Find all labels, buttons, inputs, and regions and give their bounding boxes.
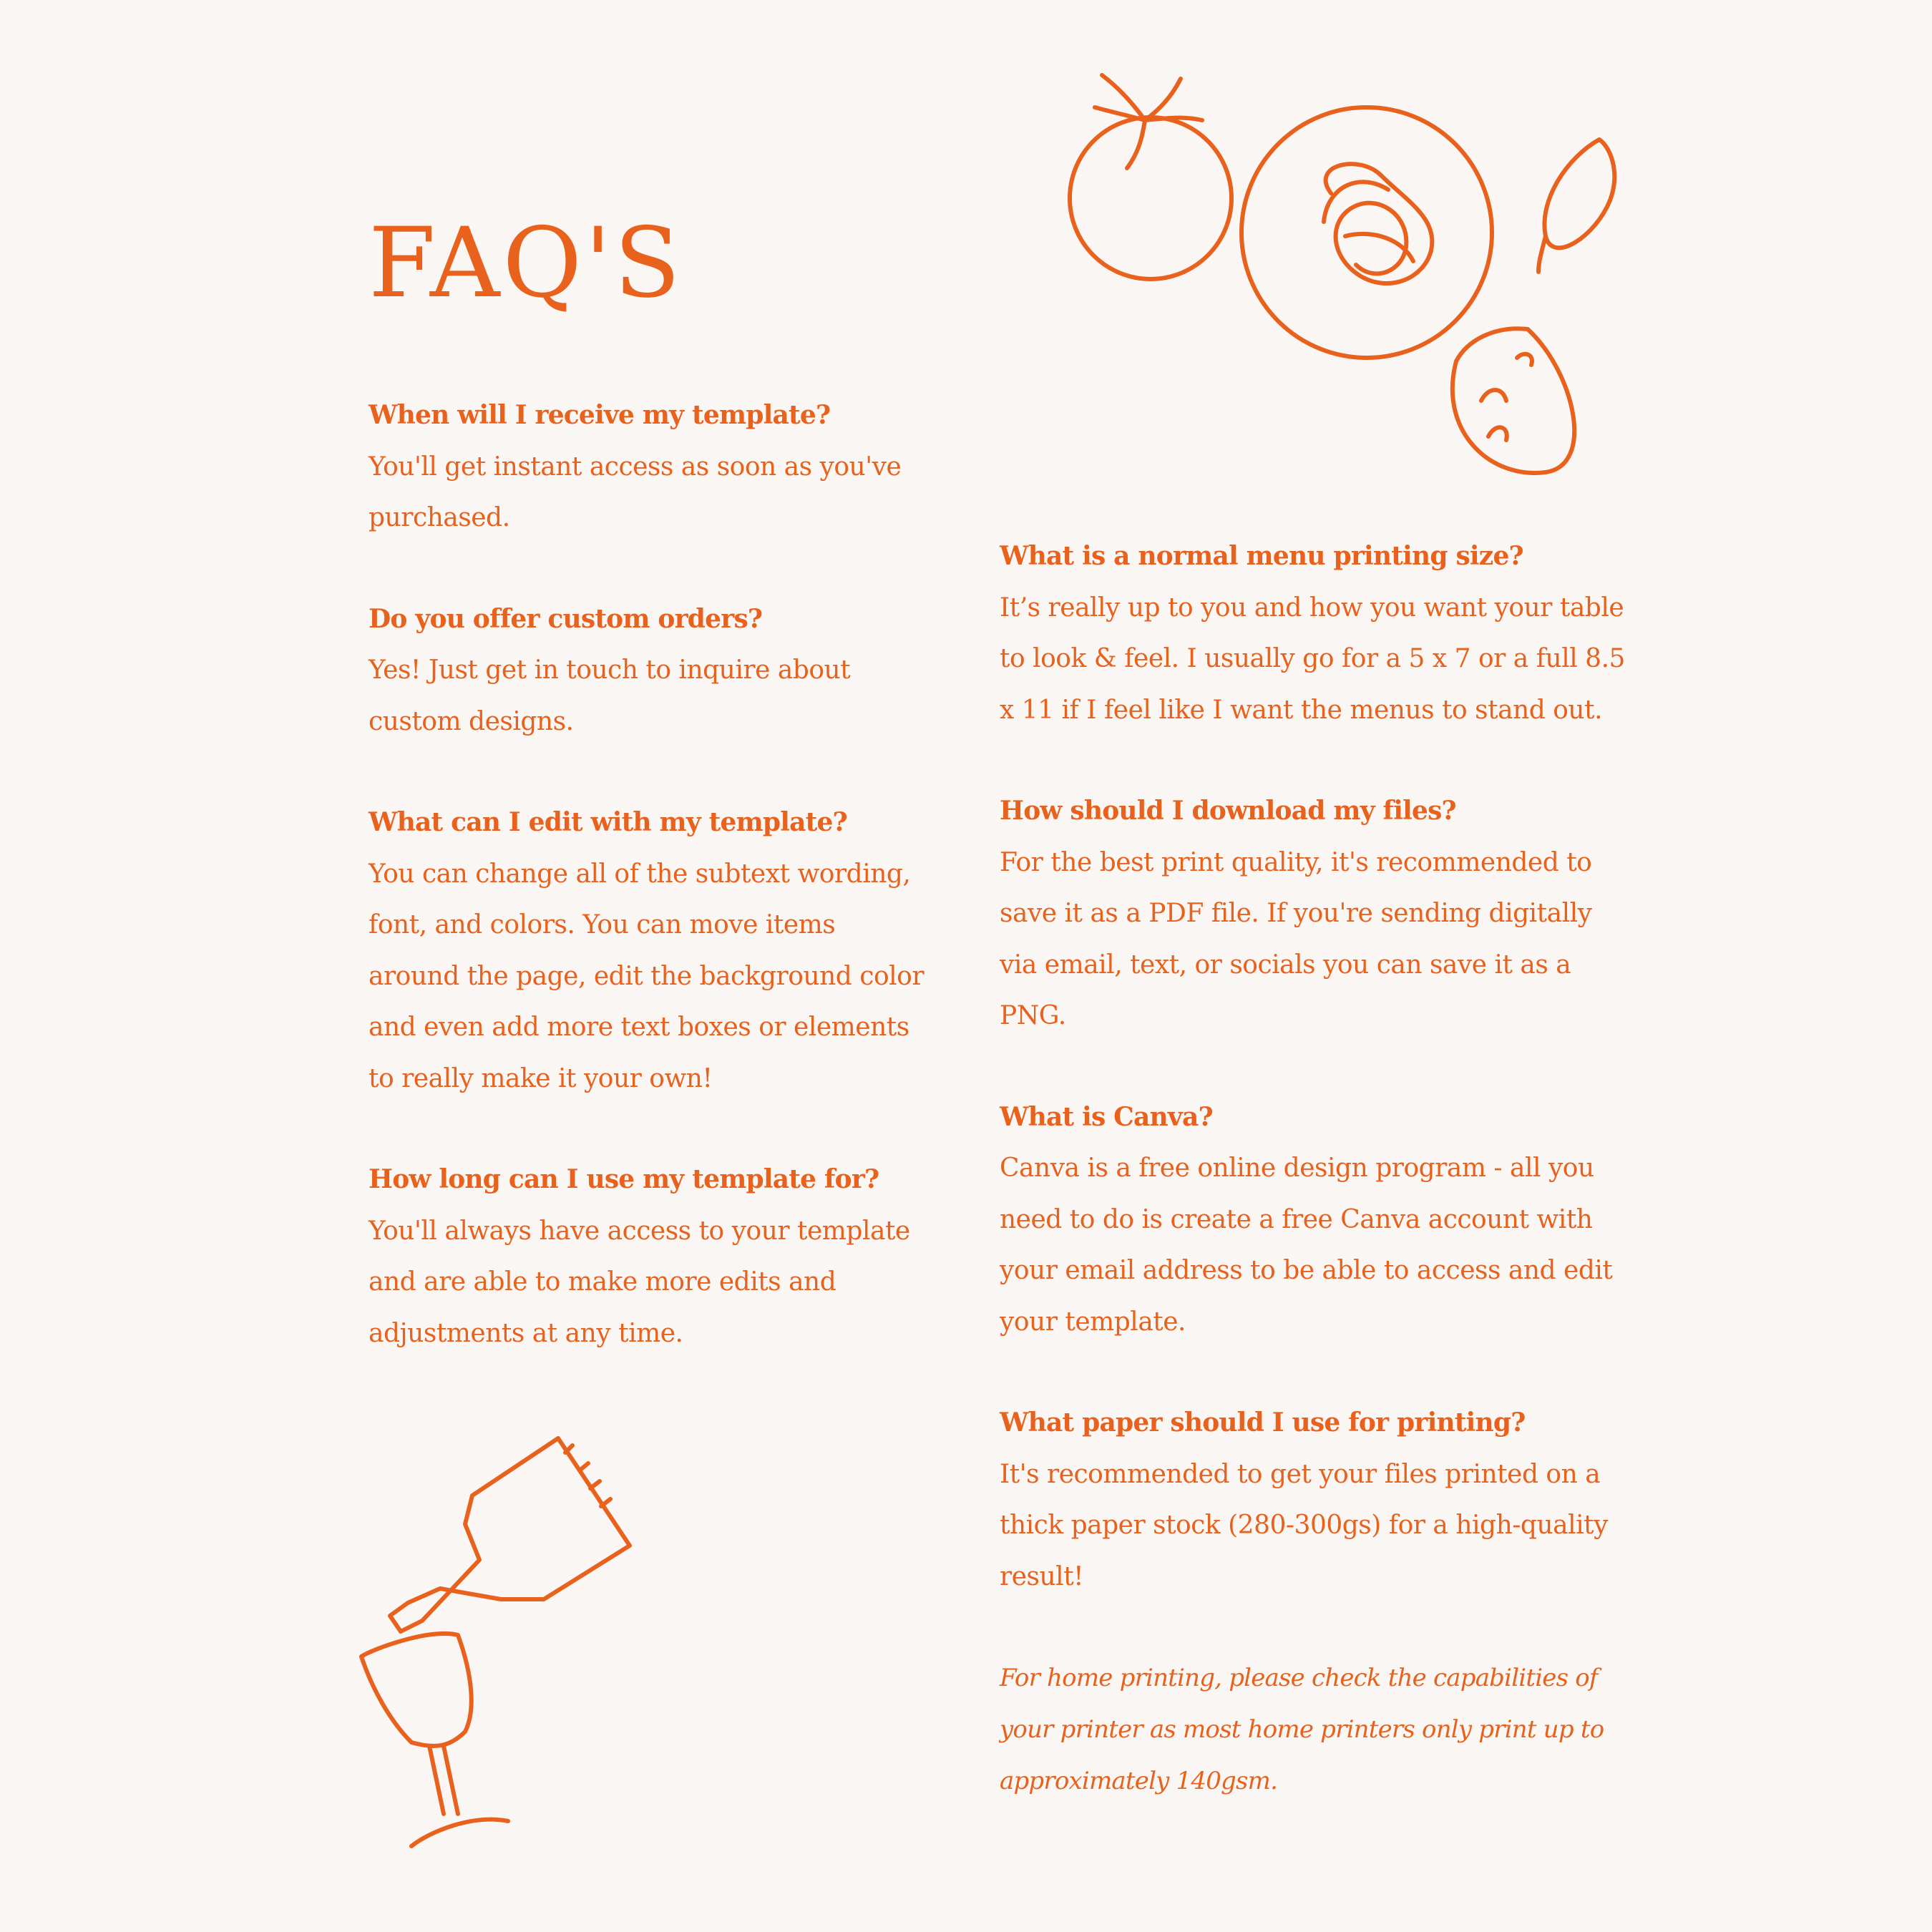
leaf-icon (1538, 140, 1614, 272)
faq-item (369, 594, 927, 748)
faq-answer: For the best print quality, it's recommended to save it as a PDF file. If you're sending digitally via email, text, or socials you can save it as a PNG. (1000, 847, 1592, 1030)
lemon-half-icon (1453, 328, 1574, 473)
tomato-icon (1070, 75, 1231, 279)
faq-answer: Canva is a free online design program - all you need to do is create a free Canva account with your email address to be able to access and edit your template. (1000, 1153, 1613, 1337)
faq-question: What is a normal menu printing size? (1000, 541, 1523, 571)
faq-question: What is Canva? (1000, 1101, 1213, 1132)
faq-item (1000, 531, 1629, 736)
faq-question: When will I receive my template? (369, 400, 831, 430)
faq-item (1000, 1092, 1629, 1348)
pasta-plate-icon (1241, 107, 1492, 358)
page-title: FAQ'S (369, 207, 683, 319)
wine-glass-icon (361, 1634, 508, 1846)
faq-question: What paper should I use for printing? (1000, 1407, 1526, 1438)
faq-question: How should I download my files? (1000, 796, 1456, 826)
faq-answer: You'll get instant access as soon as you've purchased. (369, 452, 902, 532)
bottle-icon (390, 1438, 630, 1631)
faq-item (369, 1154, 927, 1359)
faq-answer: Yes! Just get in touch to inquire about custom designs. (369, 655, 851, 736)
faq-question: How long can I use my template for? (369, 1164, 879, 1194)
printing-note: For home printing, please check the capabilities of your printer as most home printers only print up to approximately 140gsm. (1000, 1664, 1604, 1795)
faq-answer: It's recommended to get your files printed on a thick paper stock (280-300gs) for a high-quality result! (1000, 1459, 1608, 1591)
faq-question: What can I edit with my template? (369, 807, 847, 837)
faq-item (369, 797, 927, 1104)
faq-answer: It’s really up to you and how you want your table to look & feel. I usually go for a 5 x 7 or a full 8.5 x 11 if I feel like I want the menus to stand out. (1000, 592, 1625, 725)
faq-column-left (369, 390, 927, 1409)
faq-column-right (1000, 531, 1629, 1807)
faq-answer: You can change all of the subtext wording, font, and colors. You can move items around the page, edit the background color and even add more text boxes or elements to really make it your own! (369, 859, 924, 1093)
faq-item (369, 390, 927, 544)
faq-question: Do you offer custom orders? (369, 603, 763, 634)
faq-item (1000, 786, 1629, 1042)
faq-item (1000, 1397, 1629, 1602)
faq-answer: You'll always have access to your template and are able to make more edits and adjustments at any time. (369, 1216, 910, 1348)
